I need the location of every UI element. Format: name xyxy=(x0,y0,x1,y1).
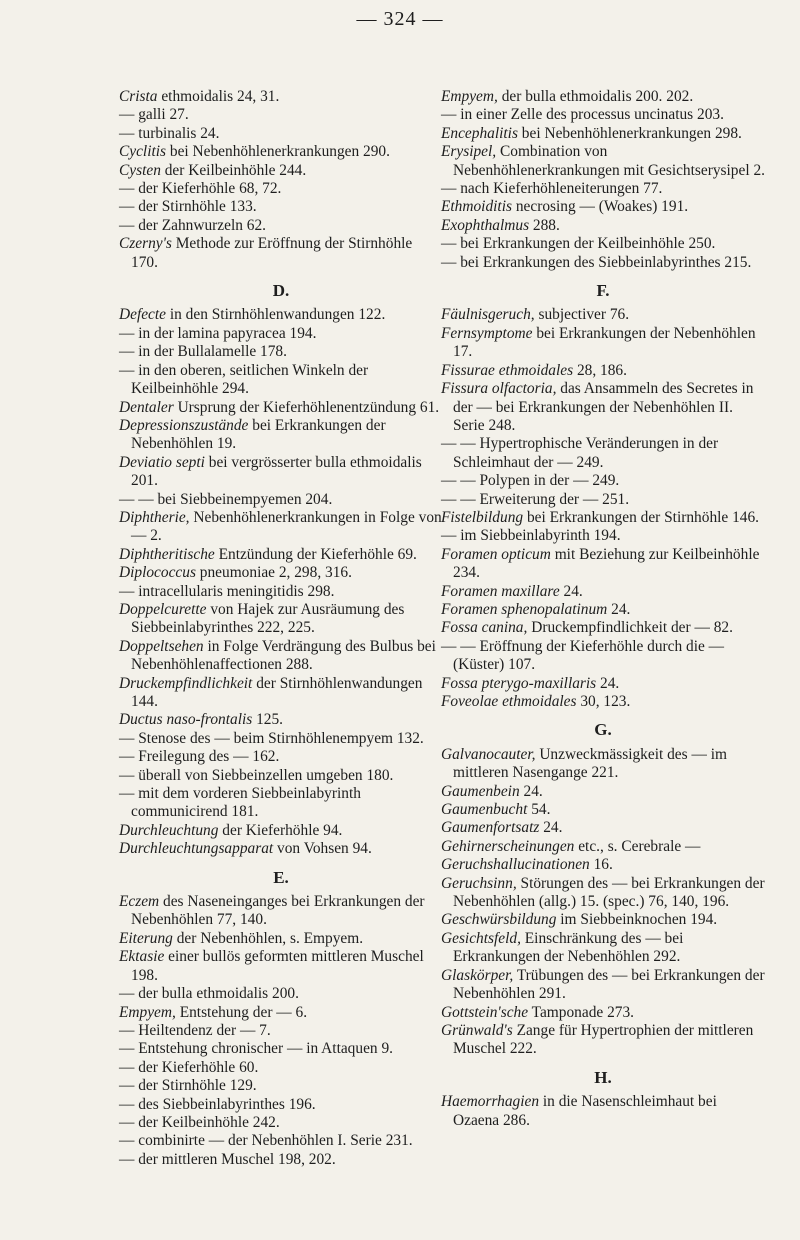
entry-text: — — bei Siebbeinempyemen 204. xyxy=(119,490,333,508)
entry-term: Czerny's xyxy=(119,235,172,253)
entry-term: Durchleuchtungsapparat xyxy=(119,840,274,858)
entry-term: Depressionszustände xyxy=(119,416,249,434)
entry-term: Ektasie xyxy=(119,948,165,966)
entry-text: 125. xyxy=(252,711,284,729)
index-entry xyxy=(441,838,765,856)
entry-text: Zange für Hypertrophien der mittleren Muschel 222. xyxy=(453,1021,754,1058)
entry-text: Ursprung der Kieferhöhlenentzündung 61. xyxy=(173,398,440,416)
entry-term: Encephalitis xyxy=(441,124,518,142)
entry-term: Ductus naso-frontalis xyxy=(119,711,253,729)
entry-text: — der Kieferhöhle 60. xyxy=(119,1058,259,1076)
index-entry xyxy=(441,1004,765,1022)
index-entry xyxy=(441,217,765,235)
index-entry xyxy=(119,638,443,675)
index-entry xyxy=(441,856,765,874)
entry-text: bei Erkrankungen der Nebenhöhlen 17. xyxy=(453,324,756,361)
entry-term: Ethmoiditis xyxy=(441,198,512,216)
index-entry xyxy=(441,783,765,801)
entry-text: 24. xyxy=(596,674,620,692)
entry-text: 24. xyxy=(539,819,563,837)
entry-text: in Folge Verdrängung des Bulbus bei Nebenhöhlenaffectionen 288. xyxy=(131,637,436,674)
entry-term: Foramen sphenopalatinum xyxy=(441,600,608,618)
section-letter: F. xyxy=(596,281,610,301)
entry-text: — Entstehung chronischer — in Attaquen 9. xyxy=(119,1040,393,1058)
entry-term: Defecte xyxy=(119,306,166,324)
entry-text: Druckempfindlichkeit der — 82. xyxy=(527,619,733,637)
entry-text: Entstehung der — 6. xyxy=(175,1003,308,1021)
entry-term: Gaumenfortsatz xyxy=(441,819,540,837)
index-entry xyxy=(441,198,765,216)
entry-term: Exophthalmus xyxy=(441,216,530,234)
index-entry xyxy=(119,306,443,324)
entry-text: — turbinalis 24. xyxy=(119,124,220,142)
entry-text: — mit dem vorderen Siebbeinlabyrinth communicirend 181. xyxy=(119,785,361,821)
index-entry xyxy=(119,1004,443,1022)
entry-text: bei Erkrankungen der Stirnhöhle 146. xyxy=(523,508,760,526)
index-entry xyxy=(441,143,765,180)
entry-text: mit Beziehung zur Keilbeinhöhle 234. xyxy=(453,545,760,582)
index-entry xyxy=(119,454,443,491)
entry-text: in den Stirnhöhlenwandungen 122. xyxy=(166,306,386,324)
entry-text: der bulla ethmoidalis 200. 202. xyxy=(497,88,694,105)
entry-text: — bei Erkrankungen des Siebbeinlabyrinthes 215. xyxy=(441,253,752,271)
entry-text: Störungen des — bei Erkrankungen der Nebenhöhlen (allg.) 15. (spec.) 76, 140, 196. xyxy=(453,874,765,911)
section-letter: E. xyxy=(273,867,289,887)
index-entry xyxy=(119,325,443,343)
entry-text: Trübungen des — bei Erkrankungen der Nebenhöhlen 291. xyxy=(453,966,765,1003)
index-entry xyxy=(119,930,443,948)
index-entry xyxy=(119,1040,443,1058)
entry-term: Fissura olfactoria, xyxy=(441,380,557,398)
index-entry xyxy=(119,1077,443,1095)
entry-term: Fernsymptome xyxy=(441,324,533,342)
entry-text: Methode zur Eröffnung der Stirnhöhle 170. xyxy=(131,235,413,271)
entry-text: der Keilbeinhöhle 244. xyxy=(160,161,307,179)
entry-term: Fistelbildung xyxy=(441,508,524,526)
entry-term: Diphtherie, xyxy=(119,508,190,526)
entry-term: Empyem, xyxy=(441,88,498,105)
entry-text: etc., s. Cerebrale — xyxy=(574,837,701,855)
index-entry xyxy=(441,1022,765,1059)
entry-text: 28, 186. xyxy=(573,361,627,379)
index-entry xyxy=(119,1132,443,1150)
index-entry xyxy=(441,306,765,324)
entry-term: Geschwürsbildung xyxy=(441,911,557,929)
entry-text: bei Nebenhöhlenerkrankungen 298. xyxy=(517,124,742,142)
entry-term: Gottstein'sche xyxy=(441,1003,529,1021)
entry-text: — nach Kieferhöhleneiterungen 77. xyxy=(441,180,663,198)
entry-term: Haemorrhagien xyxy=(441,1093,540,1111)
entry-text: — in einer Zelle des processus uncinatus 203. xyxy=(441,106,724,124)
index-entry xyxy=(441,527,765,545)
index-entry xyxy=(119,180,443,198)
index-entry xyxy=(441,106,765,124)
index-entry xyxy=(119,125,443,143)
entry-text: — bei Erkrankungen der Keilbeinhöhle 250. xyxy=(441,235,716,253)
entry-term: Cysten xyxy=(119,161,161,179)
entry-text: — der Stirnhöhle 133. xyxy=(119,198,257,216)
entry-text: 24. xyxy=(559,582,583,600)
entry-text: — der bulla ethmoidalis 200. xyxy=(119,985,299,1003)
entry-term: Doppelcurette xyxy=(119,600,207,618)
entry-text: subjectiver 76. xyxy=(534,306,630,324)
index-entry xyxy=(119,1151,443,1169)
index-column-right xyxy=(441,88,765,1130)
index-entry xyxy=(119,675,443,712)
index-entry xyxy=(119,235,443,272)
index-entry xyxy=(441,125,765,143)
entry-term: Crista xyxy=(119,88,158,105)
index-entry xyxy=(119,948,443,985)
entry-term: Fossa canina, xyxy=(441,619,528,637)
entry-text: pneumoniae 2, 298, 316. xyxy=(195,564,352,582)
entry-text: — — Hypertrophische Veränderungen in der Schleimhaut der — 249. xyxy=(441,435,719,471)
entry-term: Empyem, xyxy=(119,1003,176,1021)
entry-term: Diphtheritische xyxy=(119,545,215,563)
index-entry xyxy=(441,472,765,490)
section-letter: G. xyxy=(594,720,612,740)
index-entry xyxy=(441,638,765,675)
entry-text: — in den oberen, seitlichen Winkeln der Keilbeinhöhle 294. xyxy=(119,361,369,398)
entry-text: — der Zahnwurzeln 62. xyxy=(119,216,267,234)
index-entry xyxy=(119,491,443,509)
entry-text: — — Eröffnung der Kieferhöhle durch die — (Küster) 107. xyxy=(441,637,725,674)
entry-term: Eiterung xyxy=(119,929,173,947)
entry-text: — der Kieferhöhle 68, 72. xyxy=(119,180,282,198)
entry-text: Combination von Nebenhöhlenerkrankungen mit Gesichtserysipel 2. xyxy=(453,143,765,179)
entry-text: von Hajek zur Ausräumung des Siebbeinlabyrinthes 222, 225. xyxy=(131,600,405,637)
index-entry xyxy=(119,343,443,361)
entry-text: — Stenose des — beim Stirnhöhlenempyem 132. xyxy=(119,729,424,747)
entry-text: Entzündung der Kieferhöhle 69. xyxy=(214,545,417,563)
entry-term: Diplococcus xyxy=(119,564,196,582)
entry-text: — combinirte — der Nebenhöhlen I. Serie 231. xyxy=(119,1132,413,1150)
index-entry xyxy=(441,583,765,601)
entry-text: — im Siebbeinlabyrinth 194. xyxy=(441,527,621,545)
index-entry xyxy=(441,491,765,509)
entry-term: Dentaler xyxy=(119,398,174,416)
entry-text: im Siebbeinknochen 194. xyxy=(556,911,718,929)
index-entry xyxy=(441,325,765,362)
entry-text: — des Siebbeinlabyrinthes 196. xyxy=(119,1095,316,1113)
index-entry xyxy=(441,546,765,583)
index-entry xyxy=(441,875,765,912)
index-entry xyxy=(119,106,443,124)
index-entry xyxy=(119,564,443,582)
index-entry xyxy=(119,399,443,417)
entry-text: Tamponade 273. xyxy=(528,1003,635,1021)
index-entry xyxy=(119,217,443,235)
index-entry xyxy=(119,711,443,729)
entry-text: bei Nebenhöhlenerkrankungen 290. xyxy=(166,143,390,161)
section-letter: D. xyxy=(272,281,290,301)
index-entry xyxy=(119,1059,443,1077)
index-entry xyxy=(441,180,765,198)
entry-text: 24. xyxy=(607,600,631,618)
entry-term: Gaumenbein xyxy=(441,782,520,800)
entry-term: Gehirnerscheinungen xyxy=(441,837,575,855)
entry-text: Unzweckmässigkeit des — im mittleren Nasengange 221. xyxy=(453,745,727,782)
entry-term: Fissurae ethmoidales xyxy=(441,361,574,379)
entry-text: der Nebenhöhlen, s. Empyem. xyxy=(172,929,364,947)
entry-text: — überall von Siebbeinzellen umgeben 180. xyxy=(119,766,394,784)
entry-text: — — Polypen in der — 249. xyxy=(441,472,620,490)
entry-text: 54. xyxy=(527,801,551,819)
entry-term: Doppeltsehen xyxy=(119,637,204,655)
entry-text: — intracellularis meningitidis 298. xyxy=(119,582,335,600)
entry-term: Gesichtsfeld, xyxy=(441,929,521,947)
entry-term: Durchleuchtung xyxy=(119,821,219,839)
section-letter: H. xyxy=(594,1067,612,1087)
entry-term: Galvanocauter, xyxy=(441,745,536,763)
entry-text: ethmoidalis 24, 31. xyxy=(157,88,280,105)
entry-term: Fäulnisgeruch, xyxy=(441,306,535,324)
index-entry xyxy=(119,509,443,546)
entry-text: des Naseneinganges bei Erkrankungen der Nebenhöhlen 77, 140. xyxy=(131,893,425,929)
entry-term: Foramen maxillare xyxy=(441,582,560,600)
index-entry xyxy=(441,819,765,837)
entry-term: Grünwald's xyxy=(441,1021,513,1039)
index-column-left xyxy=(119,88,443,1169)
entry-term: Erysipel, xyxy=(441,143,497,161)
entry-text: 30, 123. xyxy=(576,693,631,710)
entry-text: bei Erkrankungen der Nebenhöhlen 19. xyxy=(131,416,386,453)
index-entry xyxy=(441,930,765,967)
entry-text: — der Stirnhöhle 129. xyxy=(119,1077,257,1095)
entry-text: — in der Bullalamelle 178. xyxy=(119,343,287,361)
entry-text: — galli 27. xyxy=(119,106,189,124)
index-entry xyxy=(441,693,765,711)
entry-term: Fossa pterygo-maxillaris xyxy=(441,674,597,692)
index-entry xyxy=(441,675,765,693)
index-entry xyxy=(441,967,765,1004)
index-entry xyxy=(119,546,443,564)
entry-term: Gaumenbucht xyxy=(441,801,528,819)
index-entry xyxy=(441,435,765,472)
index-entry xyxy=(119,198,443,216)
index-entry xyxy=(119,985,443,1003)
index-entry xyxy=(119,88,443,106)
index-entry xyxy=(441,619,765,637)
entry-text: von Vohsen 94. xyxy=(273,840,372,858)
index-entry xyxy=(441,235,765,253)
index-entry xyxy=(441,254,765,272)
index-entry xyxy=(119,730,443,748)
index-entry xyxy=(119,748,443,766)
index-entry xyxy=(119,601,443,638)
entry-text: 288. xyxy=(529,216,560,234)
index-entry xyxy=(441,509,765,527)
entry-text: das Ansammeln des Secretes in der — bei Erkrankungen der Nebenhöhlen II. Serie 248. xyxy=(453,380,754,434)
entry-text: — Heiltendenz der — 7. xyxy=(119,1021,271,1039)
index-entry xyxy=(441,380,765,435)
page-number: — 324 — xyxy=(356,8,444,30)
entry-text: der Kieferhöhle 94. xyxy=(218,821,343,839)
index-entry xyxy=(441,1093,765,1130)
index-entry xyxy=(119,840,443,858)
index-entry xyxy=(441,911,765,929)
entry-term: Foveolae ethmoidales xyxy=(441,693,577,710)
entry-term: Geruchsinn, xyxy=(441,874,517,892)
index-entry xyxy=(119,143,443,161)
index-entry xyxy=(441,88,765,106)
entry-text: Nebenhöhlenerkrankungen in Folge von — 2. xyxy=(131,508,442,545)
index-entry xyxy=(119,417,443,454)
entry-term: Cyclitis xyxy=(119,143,167,161)
entry-text: — Freilegung des — 162. xyxy=(119,748,280,766)
entry-text: Einschränkung des — bei Erkrankungen der Nebenhöhlen 292. xyxy=(453,929,684,966)
entry-text: — in der lamina papyracea 194. xyxy=(119,324,317,342)
index-entry xyxy=(119,583,443,601)
entry-term: Foramen opticum xyxy=(441,545,551,563)
index-entry xyxy=(119,1114,443,1132)
entry-text: — der mittleren Muschel 198, 202. xyxy=(119,1150,336,1168)
index-entry xyxy=(441,601,765,619)
index-entry xyxy=(119,767,443,785)
entry-text: 16. xyxy=(589,856,613,874)
index-entry xyxy=(119,822,443,840)
entry-text: einer bullös geformten mittleren Muschel 198. xyxy=(131,948,424,984)
index-entry xyxy=(119,893,443,930)
index-entry xyxy=(119,1096,443,1114)
entry-term: Eczem xyxy=(119,893,160,911)
index-entry xyxy=(441,801,765,819)
entry-term: Deviatio septi xyxy=(119,453,205,471)
entry-text: 24. xyxy=(519,782,543,800)
entry-term: Glaskörper, xyxy=(441,966,514,984)
entry-term: Geruchshallucinationen xyxy=(441,856,590,874)
index-entry xyxy=(119,1022,443,1040)
entry-text: bei vergrösserter bulla ethmoidalis 201. xyxy=(131,453,422,490)
index-entry xyxy=(119,362,443,399)
entry-term: Druckempfindlichkeit xyxy=(119,674,253,692)
entry-text: necrosing — (Woakes) 191. xyxy=(511,198,689,216)
index-entry xyxy=(119,785,443,822)
entry-text: in die Nasenschleimhaut bei Ozaena 286. xyxy=(453,1093,717,1129)
entry-text: der Stirnhöhlenwandungen 144. xyxy=(131,674,423,710)
entry-text: — — Erweiterung der — 251. xyxy=(441,490,630,508)
index-entry xyxy=(441,362,765,380)
index-entry xyxy=(441,746,765,783)
index-entry xyxy=(119,162,443,180)
entry-text: — der Keilbeinhöhle 242. xyxy=(119,1113,280,1131)
